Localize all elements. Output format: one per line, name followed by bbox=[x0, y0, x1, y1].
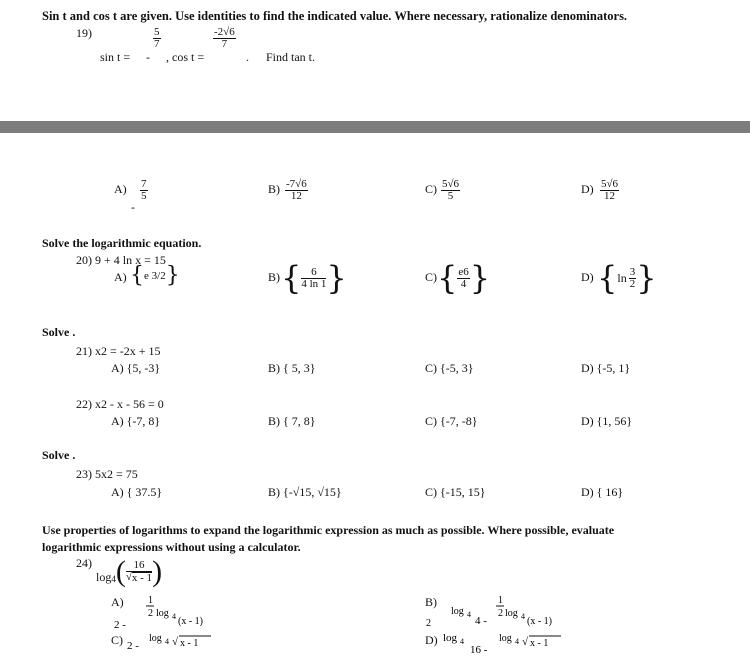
q19-sin-den: 7 bbox=[154, 38, 160, 50]
svg-text:2: 2 bbox=[148, 608, 153, 619]
q24-choice-c-label[interactable]: C) bbox=[111, 633, 123, 647]
q24-log-base: 4 bbox=[111, 574, 116, 584]
q19-choice-d-num: 5√6 bbox=[601, 178, 619, 190]
svg-text:√: √ bbox=[172, 636, 179, 648]
q20-choice-a-text: e 3/2 bbox=[144, 270, 166, 282]
q20-choice-d-den: 2 bbox=[629, 277, 636, 290]
q21-choice-a[interactable]: A) {5, -3} bbox=[111, 361, 161, 375]
q20-equation: 20) 9 + 4 ln x = 15 bbox=[76, 253, 166, 267]
q21-choice-c[interactable]: C) {-5, 3} bbox=[425, 361, 474, 375]
q20-choice-d-label[interactable]: D) bbox=[581, 270, 594, 284]
q24-choice-a-label[interactable]: A) bbox=[111, 595, 124, 609]
q19-choice-a-den: 5 bbox=[141, 190, 147, 202]
svg-text:log: log bbox=[499, 633, 512, 644]
svg-text:log: log bbox=[505, 608, 518, 619]
q19-choice-a-fraction[interactable] bbox=[140, 179, 148, 202]
q19-choice-d-den: 12 bbox=[604, 190, 616, 202]
svg-text:log: log bbox=[451, 606, 464, 617]
svg-text:4: 4 bbox=[521, 612, 525, 621]
q19-choice-d-label[interactable]: D) bbox=[581, 182, 594, 196]
svg-text:4: 4 bbox=[165, 637, 169, 646]
svg-text:x - 1: x - 1 bbox=[530, 638, 549, 649]
q19-choice-c-den: 5 bbox=[447, 190, 454, 202]
svg-text:log: log bbox=[156, 608, 169, 619]
q19-find: Find tan t. bbox=[266, 50, 316, 64]
q19-choice-b-label[interactable]: B) bbox=[268, 182, 280, 196]
q24-rad-text: x - 1 bbox=[131, 572, 153, 584]
q22-choice-b[interactable]: B) { 7, 8} bbox=[268, 414, 316, 428]
svg-text:2: 2 bbox=[426, 618, 431, 629]
q19-choice-b-fraction[interactable] bbox=[285, 179, 308, 202]
q24-expression: log 4 ( 16 √ x - 1 ) bbox=[96, 555, 163, 588]
q20-choice-c-den: 4 bbox=[460, 277, 467, 290]
q23-instruction: Solve . bbox=[42, 448, 76, 462]
q20-choice-b-value[interactable]: { $\frac{6}{4 \ln 1}$ } bbox=[281, 259, 347, 297]
svg-text:√: √ bbox=[522, 636, 529, 648]
q24-choice-c-expression bbox=[127, 627, 237, 655]
q20-choice-c-num: e6 bbox=[458, 265, 469, 278]
q24-num: 16 bbox=[133, 559, 145, 571]
q19-number: 19) bbox=[76, 26, 92, 40]
q20-choice-b-den: 4 ln 1 bbox=[301, 277, 327, 290]
q22-choice-a[interactable]: A) {-7, 8} bbox=[111, 414, 161, 428]
q20-choice-c-value[interactable]: { $\frac{e6}{4}$ } bbox=[437, 259, 491, 297]
svg-text:4: 4 bbox=[172, 612, 176, 621]
q19-choice-a-sign: - bbox=[131, 200, 135, 214]
q22-equation: 22) x2 - x - 56 = 0 bbox=[76, 397, 164, 411]
q21-equation: 21) x2 = -2x + 15 bbox=[76, 344, 161, 358]
q20-choice-b-label[interactable]: B) bbox=[268, 270, 280, 284]
q24-rad: √ x - 1 bbox=[125, 571, 153, 584]
q24-instruction-2: logarithmic expressions without using a calculator. bbox=[42, 540, 301, 554]
q21-choice-d[interactable]: D) {-5, 1} bbox=[581, 361, 631, 375]
q20-choice-a-label[interactable]: A) bbox=[114, 270, 127, 284]
q19-cos-label: , cos t = bbox=[166, 50, 205, 64]
q19-choice-a-num: 7 bbox=[141, 178, 147, 190]
q19-choice-d-fraction[interactable] bbox=[600, 179, 619, 202]
q24-choice-d[interactable] bbox=[443, 627, 573, 663]
q23-choice-d[interactable]: D) { 16} bbox=[581, 485, 624, 499]
q21-choice-b[interactable]: B) { 5, 3} bbox=[268, 361, 316, 375]
q22-choice-c[interactable]: C) {-7, -8} bbox=[425, 414, 478, 428]
q24-instruction-1: Use properties of logarithms to expand the logarithmic expression as much as possible. Where possible, evaluate bbox=[42, 523, 615, 537]
svg-text:x - 1: x - 1 bbox=[180, 638, 199, 649]
q20-choice-d-num: 3 bbox=[629, 265, 636, 278]
q20-choice-d-prefix: ln bbox=[617, 270, 627, 285]
q20-instruction: Solve the logarithmic equation. bbox=[42, 236, 202, 250]
q24-choice-c[interactable] bbox=[127, 627, 237, 659]
q21-instruction: Solve . bbox=[42, 325, 76, 339]
svg-text:log: log bbox=[149, 633, 162, 644]
q19-sin-label: sin t = bbox=[100, 50, 131, 64]
q19-period: . bbox=[246, 50, 249, 64]
svg-text:4: 4 bbox=[460, 637, 464, 646]
q24-choice-d-expression bbox=[443, 627, 573, 659]
q19-cos-den: 7 bbox=[221, 38, 228, 50]
q24-log: log bbox=[96, 569, 112, 584]
q19-minus: - bbox=[146, 50, 150, 64]
q19-choice-c-label[interactable]: C) bbox=[425, 182, 437, 196]
q19-instruction: Sin t and cos t are given. Use identities to find the indicated value. Where necessary, rationalize denominators. bbox=[42, 9, 628, 23]
q20-choice-d-value[interactable]: { ln $\frac{3}{2}$ } bbox=[597, 259, 657, 297]
svg-text:2 -: 2 - bbox=[127, 640, 139, 652]
q23-equation: 23) 5x2 = 75 bbox=[76, 467, 138, 481]
svg-text:2: 2 bbox=[498, 608, 503, 619]
q19-choice-a-label[interactable]: A) bbox=[114, 182, 127, 196]
q19-sin-num: 5 bbox=[154, 26, 160, 38]
q19-sin-fraction bbox=[153, 27, 161, 50]
q19-choice-c-fraction[interactable] bbox=[441, 179, 460, 202]
svg-text:16 -: 16 - bbox=[470, 644, 488, 656]
q24-choice-b-label[interactable]: B) bbox=[425, 595, 437, 609]
q24-choice-d-label[interactable]: D) bbox=[425, 633, 438, 647]
svg-text:(x - 1): (x - 1) bbox=[527, 616, 552, 627]
svg-text:4 -: 4 - bbox=[475, 615, 487, 627]
q19-cos-num: -2√6 bbox=[214, 26, 235, 38]
q19-choice-c-num: 5√6 bbox=[442, 178, 460, 190]
svg-text:2 -: 2 - bbox=[114, 619, 126, 631]
q22-choice-d[interactable]: D) {1, 56} bbox=[581, 414, 633, 428]
divider-band bbox=[0, 121, 750, 133]
svg-text:4: 4 bbox=[467, 610, 471, 619]
svg-text:log: log bbox=[443, 632, 458, 644]
q23-choice-c[interactable]: C) {-15, 15} bbox=[425, 485, 486, 499]
q23-choice-a[interactable]: A) { 37.5} bbox=[111, 485, 163, 499]
q19-cos-fraction bbox=[213, 27, 236, 50]
q19-choice-b-den: 12 bbox=[290, 190, 302, 202]
svg-text:1: 1 bbox=[148, 595, 153, 606]
q24-number: 24) bbox=[76, 556, 92, 570]
svg-text:(x - 1): (x - 1) bbox=[178, 616, 203, 627]
q19-choice-b-num: -7√6 bbox=[286, 178, 307, 190]
q20-choice-b-num: 6 bbox=[311, 265, 317, 278]
q23-choice-b[interactable]: B) {-√15, √15} bbox=[268, 485, 342, 499]
svg-text:4: 4 bbox=[515, 637, 519, 646]
svg-text:1: 1 bbox=[498, 595, 503, 606]
q20-choice-c-label[interactable]: C) bbox=[425, 270, 437, 284]
q20-choice-a-value[interactable]: { e 3/2 } bbox=[130, 263, 180, 288]
